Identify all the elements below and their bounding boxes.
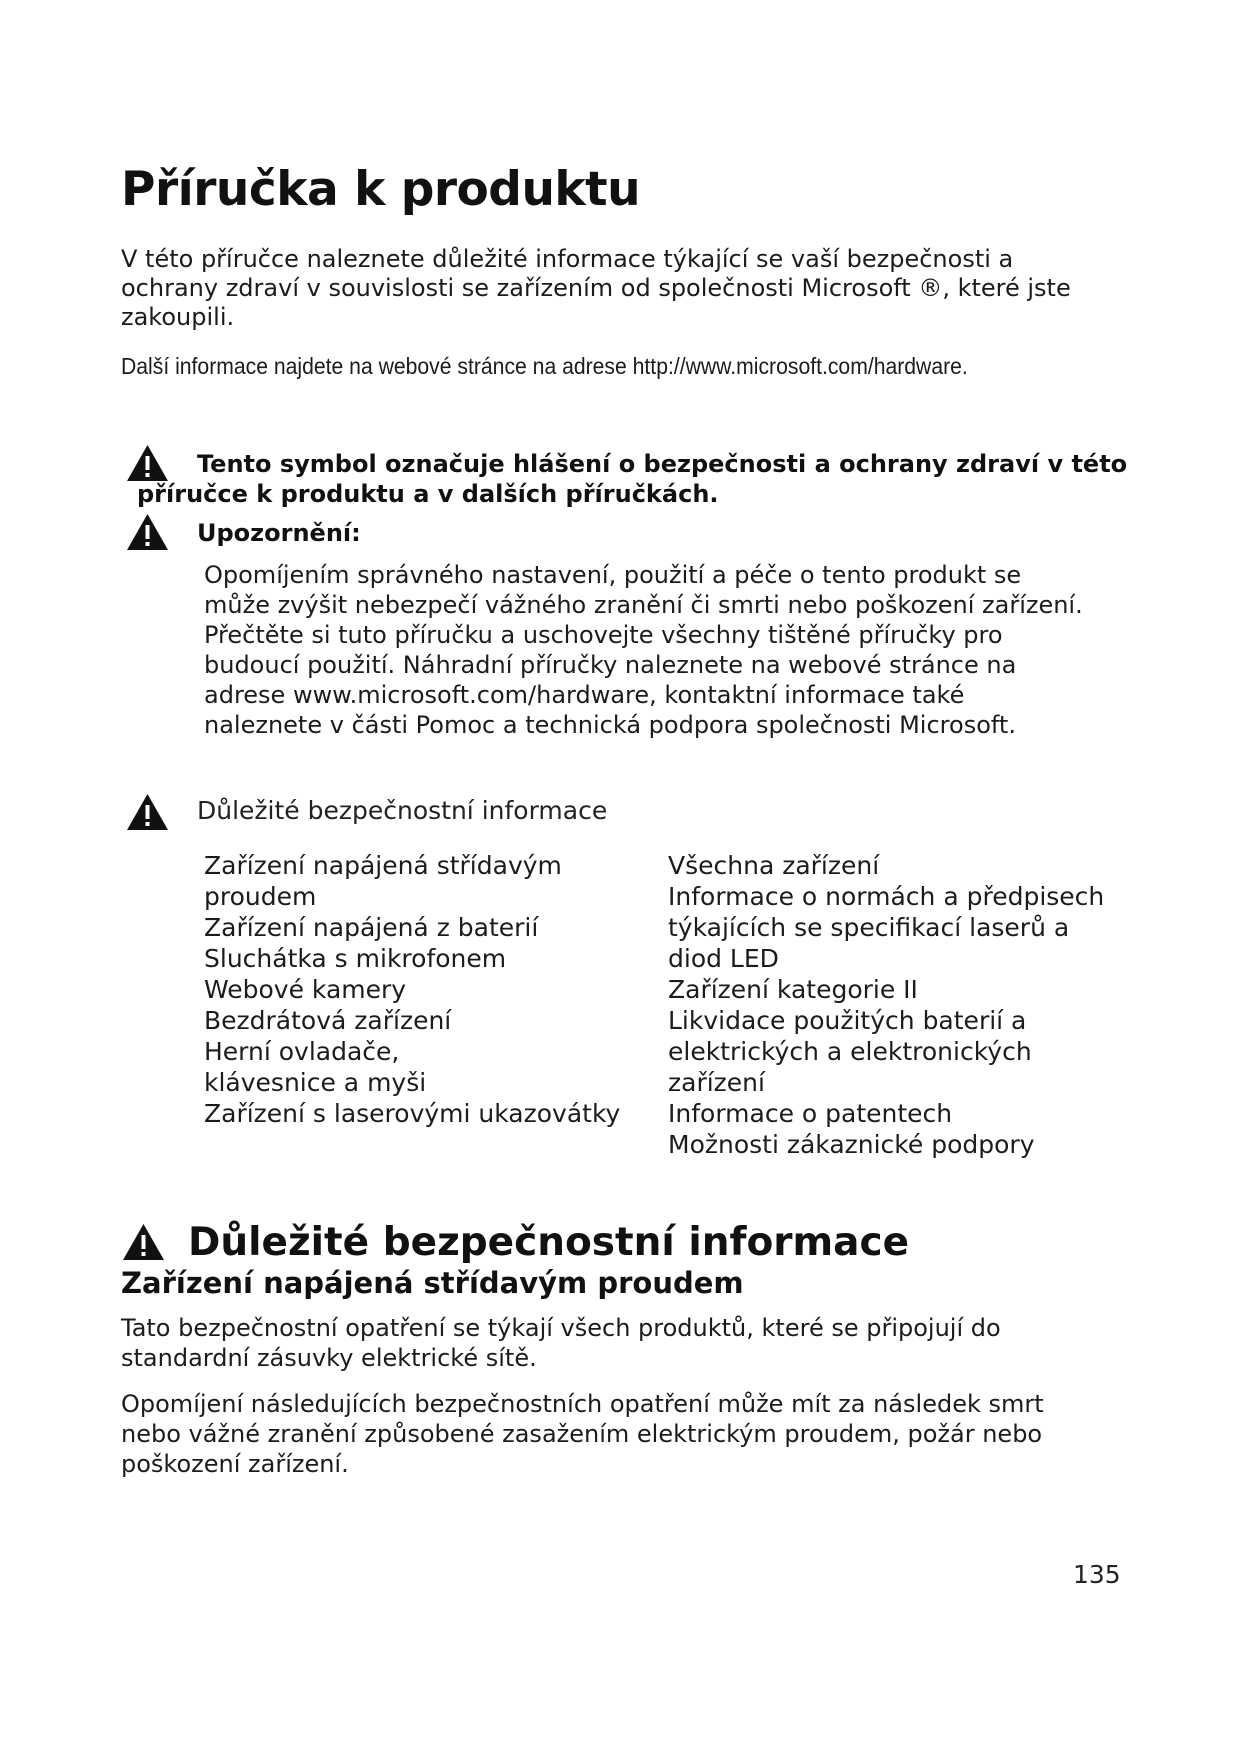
toc-item[interactable]: proudem — [204, 882, 317, 911]
toc-item[interactable]: Zařízení s laserovými ukazovátky — [204, 1099, 621, 1128]
toc-heading: Důležité bezpečnostní informace — [197, 796, 608, 825]
section-paragraph: Tato bezpečnostní opatření se týkají všech produktů, které se připojují do standardní zásuvky elektrické sítě. — [121, 1314, 1001, 1372]
section-heading: Důležité bezpečnostní informace — [188, 1220, 910, 1265]
toc-item[interactable]: klávesnice a myši — [204, 1068, 427, 1097]
toc-item[interactable]: Informace o normách a předpisech — [668, 882, 1105, 911]
toc-item[interactable]: týkajících se specifikací laserů a — [668, 913, 1070, 942]
intro-paragraph: V této příručce naleznete důležité informace týkající se vaší bezpečnosti a ochrany zdraví v souvislosti se zařízením od společnosti Microsoft ®, které jste zakoupili. — [121, 245, 1071, 331]
toc-item[interactable]: Zařízení kategorie II — [668, 975, 918, 1004]
toc-item[interactable]: Zařízení napájená střídavým — [204, 851, 562, 880]
warning-icon — [125, 443, 170, 483]
toc-item[interactable]: Bezdrátová zařízení — [204, 1006, 452, 1035]
toc-item[interactable]: Informace o patentech — [668, 1099, 953, 1128]
more-info-line: Další informace najdete na webové stránce na adrese http://www.microsoft.com/hardware. — [121, 353, 968, 379]
section-subheading: Zařízení napájená střídavým proudem — [121, 1266, 744, 1300]
warning-icon — [125, 512, 170, 552]
toc-item[interactable]: Herní ovladače, — [204, 1037, 400, 1066]
symbol-notice-line2: příručce k produktu a v dalších příručkách. — [137, 480, 719, 508]
toc-item[interactable]: Sluchátka s mikrofonem — [204, 944, 507, 973]
page-number: 135 — [1073, 1560, 1121, 1589]
toc-item[interactable]: Všechna zařízení — [668, 851, 880, 880]
toc-item[interactable]: diod LED — [668, 944, 779, 973]
toc-item[interactable]: zařízení — [668, 1068, 765, 1097]
toc-item[interactable]: Zařízení napájená z baterií — [204, 913, 539, 942]
warning-icon — [125, 792, 170, 832]
toc-item[interactable]: Webové kamery — [204, 975, 407, 1004]
section-paragraph: Opomíjení následujících bezpečnostních opatření může mít za následek smrt nebo vážné zranění způsobené zasažením elektrickým proudem, požár nebo poškození zařízení. — [121, 1390, 1044, 1478]
page-title: Příručka k produktu — [121, 162, 641, 217]
caution-label: Upozornění: — [197, 519, 361, 547]
toc-item[interactable]: elektrických a elektronických — [668, 1037, 1032, 1066]
symbol-notice-line1: Tento symbol označuje hlášení o bezpečnosti a ochrany zdraví v této — [197, 450, 1128, 478]
toc-item[interactable]: Možnosti zákaznické podpory — [668, 1130, 1035, 1159]
caution-body: Opomíjením správného nastavení, použití a péče o tento produkt se může zvýšit nebezpečí vážného zranění či smrti nebo poškození zařízení. Přečtěte si tuto příručku a uschovejte všechny tištěné příručky pro budoucí použití. Náhradní příručky naleznete na webové stránce na adrese www.microsoft.com/hardware, kontaktní informace také naleznete v části Pomoc a technická podpora společnosti Microsoft. — [204, 561, 1083, 739]
warning-icon — [121, 1222, 166, 1262]
toc-item[interactable]: Likvidace použitých baterií a — [668, 1006, 1027, 1035]
toc-right-list — [668, 850, 1128, 1160]
toc-left-list — [204, 850, 634, 1129]
